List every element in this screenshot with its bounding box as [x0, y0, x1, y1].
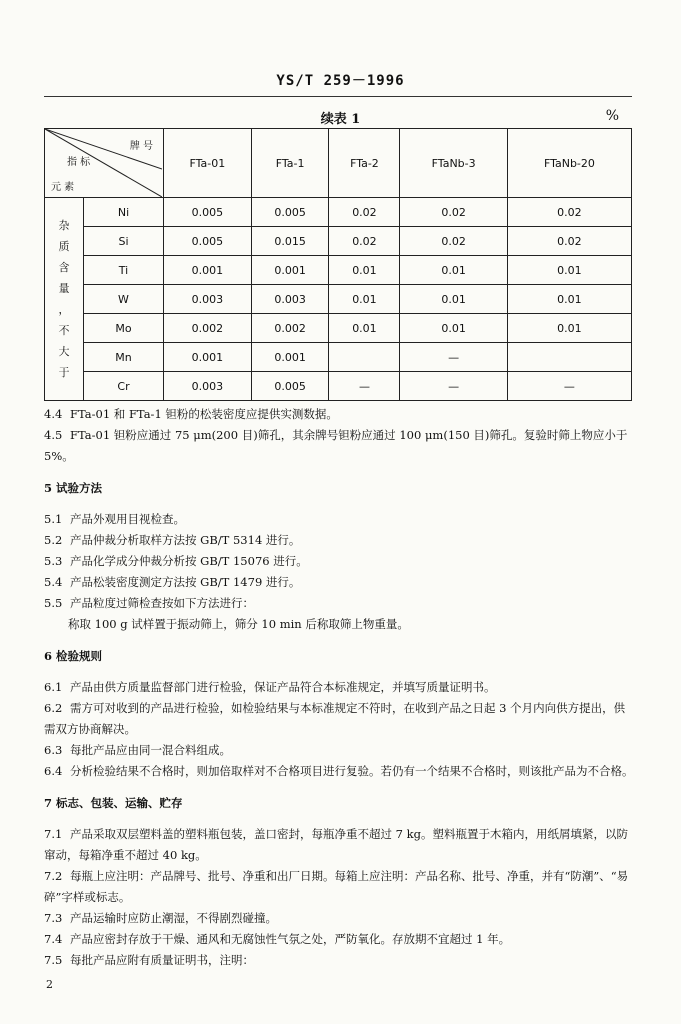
table-unit: % — [605, 108, 619, 124]
element-cell: W — [84, 285, 164, 314]
value-cell: 0.02 — [507, 227, 631, 256]
corner-index-label: 指 标 — [67, 157, 91, 168]
value-cell: 0.02 — [400, 198, 507, 227]
value-cell: 0.01 — [400, 285, 507, 314]
value-cell: 0.003 — [164, 285, 252, 314]
value-cell: 0.01 — [329, 285, 400, 314]
clause-5-4: 5.4 产品松装密度测定方法按 GB/T 1479 进行。 — [44, 575, 301, 589]
clause-7-3: 7.3 产品运输时应防止潮湿，不得剧烈碰撞。 — [44, 911, 277, 925]
column-header: FTa-01 — [164, 129, 252, 198]
clause-7-1: 7.1 产品采取双层塑料盖的塑料瓶包装，盖口密封，每瓶净重不超过 7 kg。塑料瓶置于木箱内，用纸屑填紧，以防窜动，每箱净重不超过 40 kg。 — [44, 827, 628, 862]
table-row — [45, 256, 632, 285]
clause-5-5: 5.5 产品粒度过筛检查按如下方法进行： — [44, 596, 254, 610]
table-row — [45, 314, 632, 343]
column-header: FTaNb-20 — [507, 129, 631, 198]
value-cell: 0.02 — [400, 227, 507, 256]
corner-cell — [45, 129, 164, 198]
clause-7-4: 7.4 产品应密封存放于干燥、通风和无腐蚀性气氛之处，严防氧化。存放期不宜超过 1 年。 — [44, 932, 511, 946]
value-cell: 0.01 — [329, 314, 400, 343]
standard-number: YS/T 259－1996 — [276, 73, 405, 89]
value-cell: 0.01 — [507, 256, 631, 285]
spec-table — [44, 128, 632, 401]
clause-5-2: 5.2 产品仲裁分析取样方法按 GB/T 5314 进行。 — [44, 533, 301, 547]
column-header: FTa-1 — [251, 129, 329, 198]
table-row — [45, 285, 632, 314]
value-cell — [507, 343, 631, 372]
value-cell: 0.01 — [329, 256, 400, 285]
value-cell: — — [400, 343, 507, 372]
value-cell: 0.01 — [507, 285, 631, 314]
table-row — [45, 372, 632, 401]
value-cell: — — [400, 372, 507, 401]
value-cell: 0.005 — [251, 372, 329, 401]
clause-4-4: 4.4 FTa-01 和 FTa-1 钽粉的松装密度应提供实测数据。 — [44, 407, 338, 421]
value-cell: 0.001 — [251, 343, 329, 372]
value-cell: 0.003 — [251, 285, 329, 314]
impurity-group-label: 杂 质 含 量 ， 不 大 于 — [45, 198, 84, 401]
clause-6-1: 6.1 产品由供方质量监督部门进行检验，保证产品符合本标准规定，并填写质量证明书。 — [44, 680, 496, 694]
value-cell: 0.01 — [507, 314, 631, 343]
section-5-heading: 5 试验方法 — [44, 481, 103, 495]
value-cell: 0.005 — [164, 198, 252, 227]
value-cell: 0.001 — [164, 343, 252, 372]
value-cell: 0.002 — [251, 314, 329, 343]
element-cell: Mn — [84, 343, 164, 372]
value-cell: — — [329, 372, 400, 401]
corner-brand-label: 牌 号 — [129, 141, 153, 152]
clause-7-5: 7.5 每批产品应附有质量证明书，注明： — [44, 953, 254, 967]
element-cell: Si — [84, 227, 164, 256]
table-row — [45, 343, 632, 372]
value-cell: 0.015 — [251, 227, 329, 256]
value-cell: 0.01 — [400, 256, 507, 285]
clause-7-2: 7.2 每瓶上应注明：产品牌号、批号、净重和出厂日期。每箱上应注明：产品名称、批号、净重，并有“防潮”、“易碎”字样或标志。 — [44, 869, 629, 904]
table-row — [45, 198, 632, 227]
value-cell — [329, 343, 400, 372]
column-header: FTa-2 — [329, 129, 400, 198]
value-cell: 0.001 — [251, 256, 329, 285]
column-header: FTaNb-3 — [400, 129, 507, 198]
value-cell: 0.02 — [507, 198, 631, 227]
element-cell: Ti — [84, 256, 164, 285]
value-cell: 0.01 — [400, 314, 507, 343]
element-cell: Ni — [84, 198, 164, 227]
clause-4-5: 4.5 FTa-01 钽粉应通过 75 μm(200 目)筛孔，其余牌号钽粉应通过 100 μm(150 目)筛孔。复验时筛上物应小于 5%。 — [44, 428, 628, 463]
section-6-heading: 6 检验规则 — [44, 649, 103, 663]
table-row — [45, 227, 632, 256]
value-cell: — — [507, 372, 631, 401]
value-cell: 0.003 — [164, 372, 252, 401]
value-cell: 0.005 — [251, 198, 329, 227]
clause-5-5-detail: 称取 100 g 试样置于振动筛上，筛分 10 min 后称取筛上物重量。 — [68, 617, 409, 631]
value-cell: 0.001 — [164, 256, 252, 285]
value-cell: 0.002 — [164, 314, 252, 343]
clause-6-4: 6.4 分析检验结果不合格时，则加倍取样对不合格项目进行复验。若仍有一个结果不合格时，则该批产品为不合格。 — [44, 764, 634, 778]
value-cell: 0.02 — [329, 198, 400, 227]
table-title: 续表 1 — [320, 112, 361, 127]
header-rule — [44, 96, 632, 97]
value-cell: 0.005 — [164, 227, 252, 256]
page-number: 2 — [46, 978, 53, 991]
clause-5-3: 5.3 产品化学成分仲裁分析按 GB/T 15076 进行。 — [44, 554, 308, 568]
table-header-row — [45, 129, 632, 198]
document-body — [44, 404, 636, 971]
element-cell: Mo — [84, 314, 164, 343]
clause-5-1: 5.1 产品外观用目视检查。 — [44, 512, 185, 526]
clause-6-2: 6.2 需方可对收到的产品进行检验，如检验结果与本标准规定不符时，在收到产品之日起 3 个月内向供方提出，供需双方协商解决。 — [44, 701, 626, 736]
value-cell: 0.02 — [329, 227, 400, 256]
corner-element-label: 元 素 — [51, 182, 75, 193]
section-7-heading: 7 标志、包装、运输、贮存 — [44, 796, 183, 810]
element-cell: Cr — [84, 372, 164, 401]
clause-6-3: 6.3 每批产品应由同一混合料组成。 — [44, 743, 231, 757]
